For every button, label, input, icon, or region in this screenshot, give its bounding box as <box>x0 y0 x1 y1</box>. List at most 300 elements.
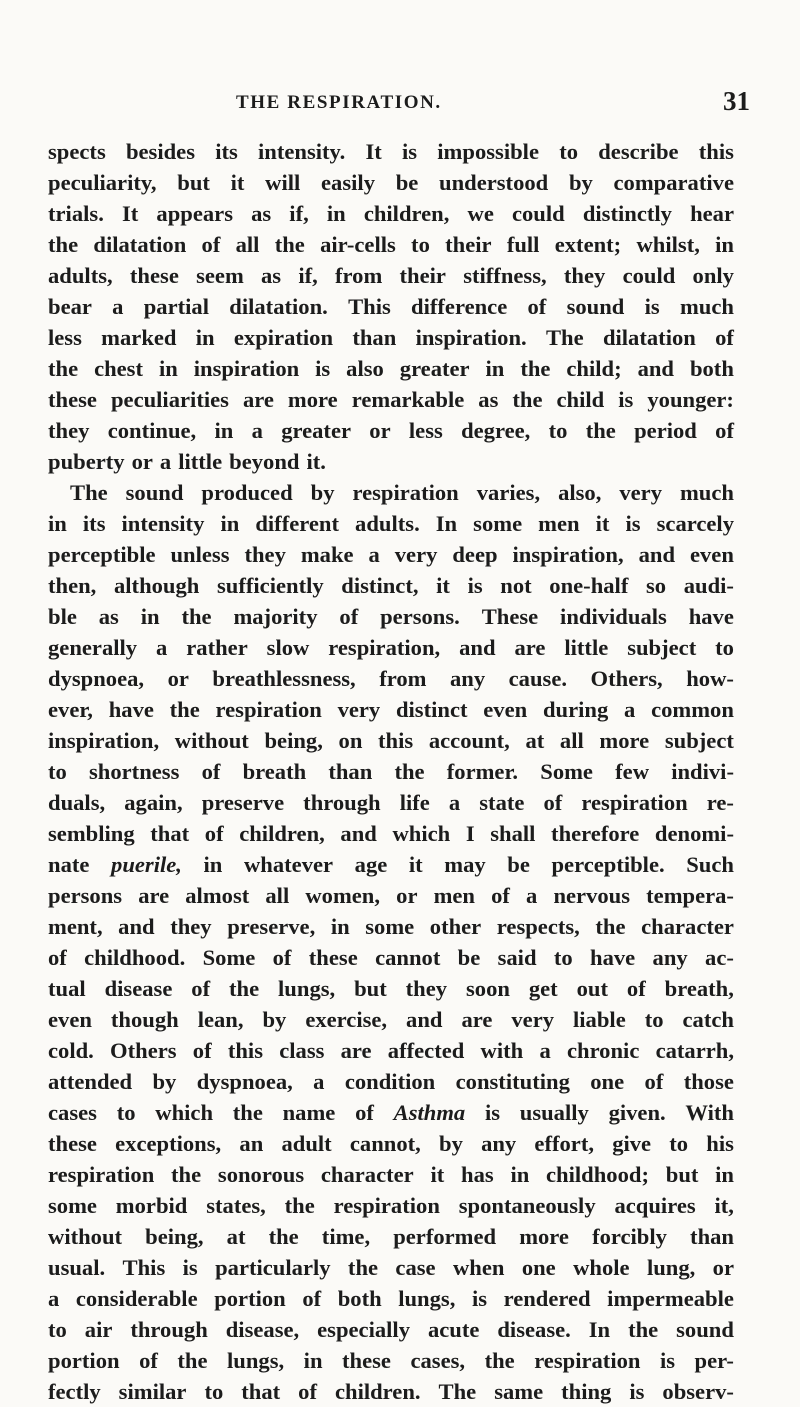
word: and <box>637 356 674 381</box>
word: breath <box>242 759 307 784</box>
word: it <box>430 1162 445 1187</box>
word: puerile, <box>111 852 182 877</box>
word: states, <box>206 1193 266 1218</box>
word: greater <box>399 356 470 381</box>
word: and <box>459 635 496 660</box>
word: respiration <box>48 1162 155 1187</box>
word: usual. <box>48 1255 106 1280</box>
word: as <box>261 263 282 288</box>
word: a <box>313 1069 325 1094</box>
word: dilatation <box>602 325 696 350</box>
word: both <box>337 1286 382 1311</box>
word: whatever <box>243 852 334 877</box>
word: portion <box>214 1286 286 1311</box>
word: The <box>438 1379 477 1404</box>
word: of <box>644 1069 664 1094</box>
text-line <box>48 973 734 1004</box>
word: it <box>408 852 423 877</box>
word: peculiarities <box>110 387 229 412</box>
word: on <box>338 728 363 753</box>
word: stiffness, <box>463 263 547 288</box>
word: It <box>365 139 382 164</box>
word: is <box>629 1379 645 1404</box>
word: ac- <box>705 945 734 970</box>
word: could <box>622 263 676 288</box>
word: marked <box>101 325 177 350</box>
word: besides <box>125 139 195 164</box>
word: shall <box>490 821 536 846</box>
word: in <box>220 511 240 536</box>
word: sound <box>566 294 625 319</box>
word: is <box>467 573 483 598</box>
word: both <box>689 356 734 381</box>
text-line <box>48 1066 734 1097</box>
word: easily <box>321 170 375 195</box>
word: The <box>70 480 108 505</box>
word: a <box>156 635 168 660</box>
word: all <box>235 232 260 257</box>
word: In <box>435 511 458 536</box>
text-line <box>48 1221 734 1252</box>
word: of <box>302 1286 322 1311</box>
word: air-cells <box>320 232 396 257</box>
word: but <box>354 976 387 1001</box>
word: The <box>545 325 584 350</box>
word: the <box>595 914 626 939</box>
word: being, <box>264 728 323 753</box>
word: to <box>559 139 579 164</box>
word: of <box>191 976 211 1001</box>
word: difference <box>411 294 508 319</box>
word: usually <box>519 1100 589 1125</box>
word: cannot, <box>349 1131 421 1156</box>
word: but <box>665 1162 699 1187</box>
text-line <box>48 849 734 880</box>
word: it, <box>714 1193 734 1218</box>
word: is <box>644 294 660 319</box>
word: cannot <box>375 945 441 970</box>
text-line <box>48 1004 734 1035</box>
word: tempera- <box>646 883 734 908</box>
text-line <box>48 508 734 539</box>
word: of <box>201 232 221 257</box>
word: seem <box>196 263 244 288</box>
word: in <box>326 201 346 226</box>
word: greater <box>281 418 352 443</box>
word: ble <box>48 604 77 629</box>
word: lungs, <box>227 1348 285 1373</box>
word: these <box>308 945 358 970</box>
word: and <box>118 914 155 939</box>
text-line <box>48 198 734 229</box>
word: is <box>315 356 331 381</box>
word: even <box>689 542 734 567</box>
word: dyspnoea, <box>48 666 145 691</box>
word: inspiration, <box>48 728 160 753</box>
word: very <box>511 1007 555 1032</box>
word: but <box>177 170 210 195</box>
word: by <box>152 1069 177 1094</box>
word: observ- <box>662 1379 734 1404</box>
word: remarkable <box>351 387 465 412</box>
word: dilatation. <box>229 294 328 319</box>
word: to <box>715 635 734 660</box>
text-line <box>48 1128 734 1159</box>
word: without <box>48 1224 123 1249</box>
word: almost <box>185 883 250 908</box>
word: the <box>628 1317 659 1342</box>
word: to <box>669 1131 689 1156</box>
word: of <box>355 1100 374 1125</box>
word: than <box>352 325 397 350</box>
word: persons <box>48 883 123 908</box>
word: these <box>48 1131 97 1156</box>
word: lungs, <box>398 1286 456 1311</box>
word: morbid <box>115 1193 188 1218</box>
text-line <box>48 756 734 787</box>
word: sembling <box>48 821 135 846</box>
word: as <box>98 604 119 629</box>
word: also, <box>558 480 602 505</box>
word: men <box>538 511 580 536</box>
word: nate <box>48 852 90 877</box>
word: varies, <box>476 480 541 505</box>
word: rather <box>186 635 248 660</box>
word: impermeable <box>607 1286 734 1311</box>
text-line <box>48 570 734 601</box>
word: in <box>715 1162 734 1187</box>
word: This <box>122 1255 166 1280</box>
word: more <box>287 387 338 412</box>
word: Such <box>686 852 734 877</box>
word: intensity. <box>258 139 346 164</box>
word: children. <box>334 1379 421 1404</box>
word: tual <box>48 976 86 1001</box>
word: In <box>588 1317 611 1342</box>
word: any <box>652 945 688 970</box>
word: a <box>624 697 636 722</box>
word: bear <box>48 294 92 319</box>
word: this <box>227 1038 263 1063</box>
word: continue, <box>107 418 197 443</box>
word: be <box>395 170 419 195</box>
word: of <box>192 1038 212 1063</box>
word: lungs, <box>278 976 336 1001</box>
word: than <box>328 759 373 784</box>
word: this <box>698 139 734 164</box>
word: Others <box>110 1038 177 1063</box>
word: in <box>203 852 223 877</box>
word: cause. <box>508 666 568 691</box>
word: is <box>625 511 641 536</box>
word: distinct <box>395 697 468 722</box>
word: thing <box>561 1379 612 1404</box>
word: to <box>48 759 67 784</box>
word: how- <box>686 666 734 691</box>
word: breathlessness, <box>212 666 356 691</box>
word: intensity <box>121 511 205 536</box>
word: in <box>485 356 505 381</box>
word: the <box>48 356 79 381</box>
text-line <box>48 136 734 167</box>
word: cold. <box>48 1038 94 1063</box>
word: to <box>48 1317 67 1342</box>
word: sufficiently <box>216 573 324 598</box>
word: degree, <box>461 418 531 443</box>
word: by <box>262 1007 287 1032</box>
word: also <box>346 356 384 381</box>
word: being, <box>145 1224 204 1249</box>
word: condition <box>344 1069 436 1094</box>
word: when <box>452 1255 505 1280</box>
word: is <box>402 139 418 164</box>
word: forcibly <box>592 1224 667 1249</box>
word: of <box>491 883 510 908</box>
word: This <box>348 294 391 319</box>
word: they <box>48 418 90 443</box>
word: the <box>171 1162 202 1187</box>
word: given. <box>608 1100 666 1125</box>
word: indivi- <box>671 759 734 784</box>
word: cases <box>48 1100 97 1125</box>
word: soon <box>465 976 510 1001</box>
word: it <box>230 170 245 195</box>
word: is <box>484 1100 501 1125</box>
word: a <box>526 883 538 908</box>
word: scarcely <box>656 511 734 536</box>
word: have <box>108 697 154 722</box>
word: age <box>354 852 388 877</box>
word: any <box>449 666 486 691</box>
text-line <box>48 632 734 663</box>
word: some <box>48 1193 97 1218</box>
word: with <box>480 1038 524 1063</box>
word: only <box>692 263 734 288</box>
text-line <box>48 477 734 508</box>
word: in <box>158 356 178 381</box>
word: through <box>130 1317 208 1342</box>
word: of <box>715 325 734 350</box>
word: liable <box>573 1007 626 1032</box>
text-line <box>48 229 734 260</box>
word: a <box>251 418 263 443</box>
word: very <box>337 697 381 722</box>
word: few <box>615 759 650 784</box>
text-line <box>48 353 734 384</box>
word: his <box>706 1131 734 1156</box>
word: therefore <box>551 821 640 846</box>
word: perceptible <box>48 542 156 567</box>
word: very <box>619 480 662 505</box>
word: individuals <box>560 604 667 629</box>
word: life <box>399 790 430 815</box>
word: duals, <box>48 790 106 815</box>
text-line <box>48 911 734 942</box>
word: the <box>181 604 212 629</box>
word: at <box>525 728 545 753</box>
word: younger: <box>647 387 734 412</box>
word: the <box>512 387 543 412</box>
word: of <box>543 790 563 815</box>
word: affected <box>387 1038 465 1063</box>
word: it. <box>306 449 326 474</box>
word: Others, <box>590 666 663 691</box>
word: respiration <box>581 790 688 815</box>
word: chest <box>94 356 144 381</box>
word: the <box>48 232 79 257</box>
word: to <box>116 1100 136 1125</box>
text-line <box>48 167 734 198</box>
word: during <box>542 697 609 722</box>
word: some <box>365 914 415 939</box>
word: without <box>174 728 249 753</box>
text-line <box>48 1252 734 1283</box>
word: these <box>342 1348 391 1373</box>
word: nervous <box>553 883 631 908</box>
word: beyond <box>229 449 300 474</box>
word: that <box>150 821 190 846</box>
word: spontaneously <box>458 1193 596 1218</box>
text-line <box>48 787 734 818</box>
word: even <box>48 1007 92 1032</box>
word: is <box>471 1286 488 1311</box>
word: even <box>483 697 528 722</box>
word: the <box>284 1193 315 1218</box>
word: audi- <box>683 573 734 598</box>
word: to <box>553 945 573 970</box>
word: are <box>138 883 170 908</box>
word: sonorous <box>217 1162 305 1187</box>
word: in <box>510 1162 530 1187</box>
word: make <box>300 542 354 567</box>
word: be <box>457 945 481 970</box>
text-line <box>48 601 734 632</box>
word: are <box>461 1007 493 1032</box>
text-line <box>48 818 734 849</box>
word: in <box>330 914 350 939</box>
word: partial <box>143 294 209 319</box>
text-line <box>48 1035 734 1066</box>
word: lean, <box>197 1007 244 1032</box>
word: the <box>229 976 260 1001</box>
word: disease. <box>497 1317 571 1342</box>
word: these <box>48 387 97 412</box>
word: adults. <box>355 511 420 536</box>
word: in <box>214 418 234 443</box>
word: child <box>556 387 605 412</box>
word: understood <box>439 170 549 195</box>
word: little <box>178 449 223 474</box>
word: the <box>347 1255 379 1280</box>
word: respects, <box>496 914 580 939</box>
word: generally <box>48 635 138 660</box>
word: are <box>514 635 546 660</box>
word: a <box>159 449 172 474</box>
word: same <box>494 1379 544 1404</box>
word: the <box>394 759 425 784</box>
word: inspiration, <box>512 542 624 567</box>
word: the <box>268 1224 299 1249</box>
text-line <box>48 446 734 477</box>
word: of <box>298 1379 317 1404</box>
word: these <box>129 263 179 288</box>
word: than <box>690 1224 734 1249</box>
word: less <box>48 325 82 350</box>
word: some <box>473 511 523 536</box>
word: all <box>559 728 584 753</box>
word: air <box>84 1317 113 1342</box>
word: full <box>506 232 540 257</box>
word: is <box>182 1255 198 1280</box>
word: case <box>395 1255 436 1280</box>
word: puberty <box>48 449 125 474</box>
word: fectly <box>48 1379 101 1404</box>
word: if, <box>298 263 318 288</box>
word: expiration <box>233 325 334 350</box>
word: disease, <box>225 1317 300 1342</box>
word: or <box>131 449 153 474</box>
word: Asthma <box>393 1100 466 1125</box>
word: the <box>520 356 551 381</box>
word: character <box>320 1162 414 1187</box>
word: from <box>335 263 383 288</box>
text-line <box>48 694 734 725</box>
word: sound <box>125 480 184 505</box>
word: a <box>368 542 380 567</box>
word: very <box>394 542 438 567</box>
word: more <box>599 728 650 753</box>
word: slow <box>266 635 310 660</box>
word: though <box>110 1007 179 1032</box>
word: from <box>379 666 427 691</box>
word: to <box>644 1007 664 1032</box>
word: to <box>411 232 430 257</box>
word: particularly <box>215 1255 331 1280</box>
word: its <box>215 139 238 164</box>
word: class <box>279 1038 325 1063</box>
word: adults, <box>48 263 113 288</box>
word: a <box>112 294 124 319</box>
word: an <box>239 1131 264 1156</box>
word: of <box>204 821 224 846</box>
word: then, <box>48 573 97 598</box>
word: it <box>595 511 610 536</box>
word: the <box>484 1348 515 1373</box>
word: said <box>497 945 537 970</box>
word: in <box>195 325 215 350</box>
word: they <box>244 542 286 567</box>
word: of <box>626 976 646 1001</box>
word: respiration, <box>328 635 441 660</box>
running-title: THE RESPIRATION. <box>236 92 442 113</box>
word: they <box>170 914 212 939</box>
word: of <box>715 418 734 443</box>
word: ever, <box>48 697 93 722</box>
word: I <box>465 821 475 846</box>
word: appears <box>156 201 233 226</box>
word: constituting <box>455 1069 570 1094</box>
text-line <box>48 725 734 756</box>
word: are <box>340 1038 372 1063</box>
word: unless <box>170 542 230 567</box>
word: could <box>511 201 565 226</box>
word: denomi- <box>654 821 734 846</box>
word: preserve, <box>227 914 316 939</box>
word: Some <box>540 759 593 784</box>
word: childhood; <box>546 1162 649 1187</box>
word: again, <box>124 790 183 815</box>
word: get <box>528 976 558 1001</box>
